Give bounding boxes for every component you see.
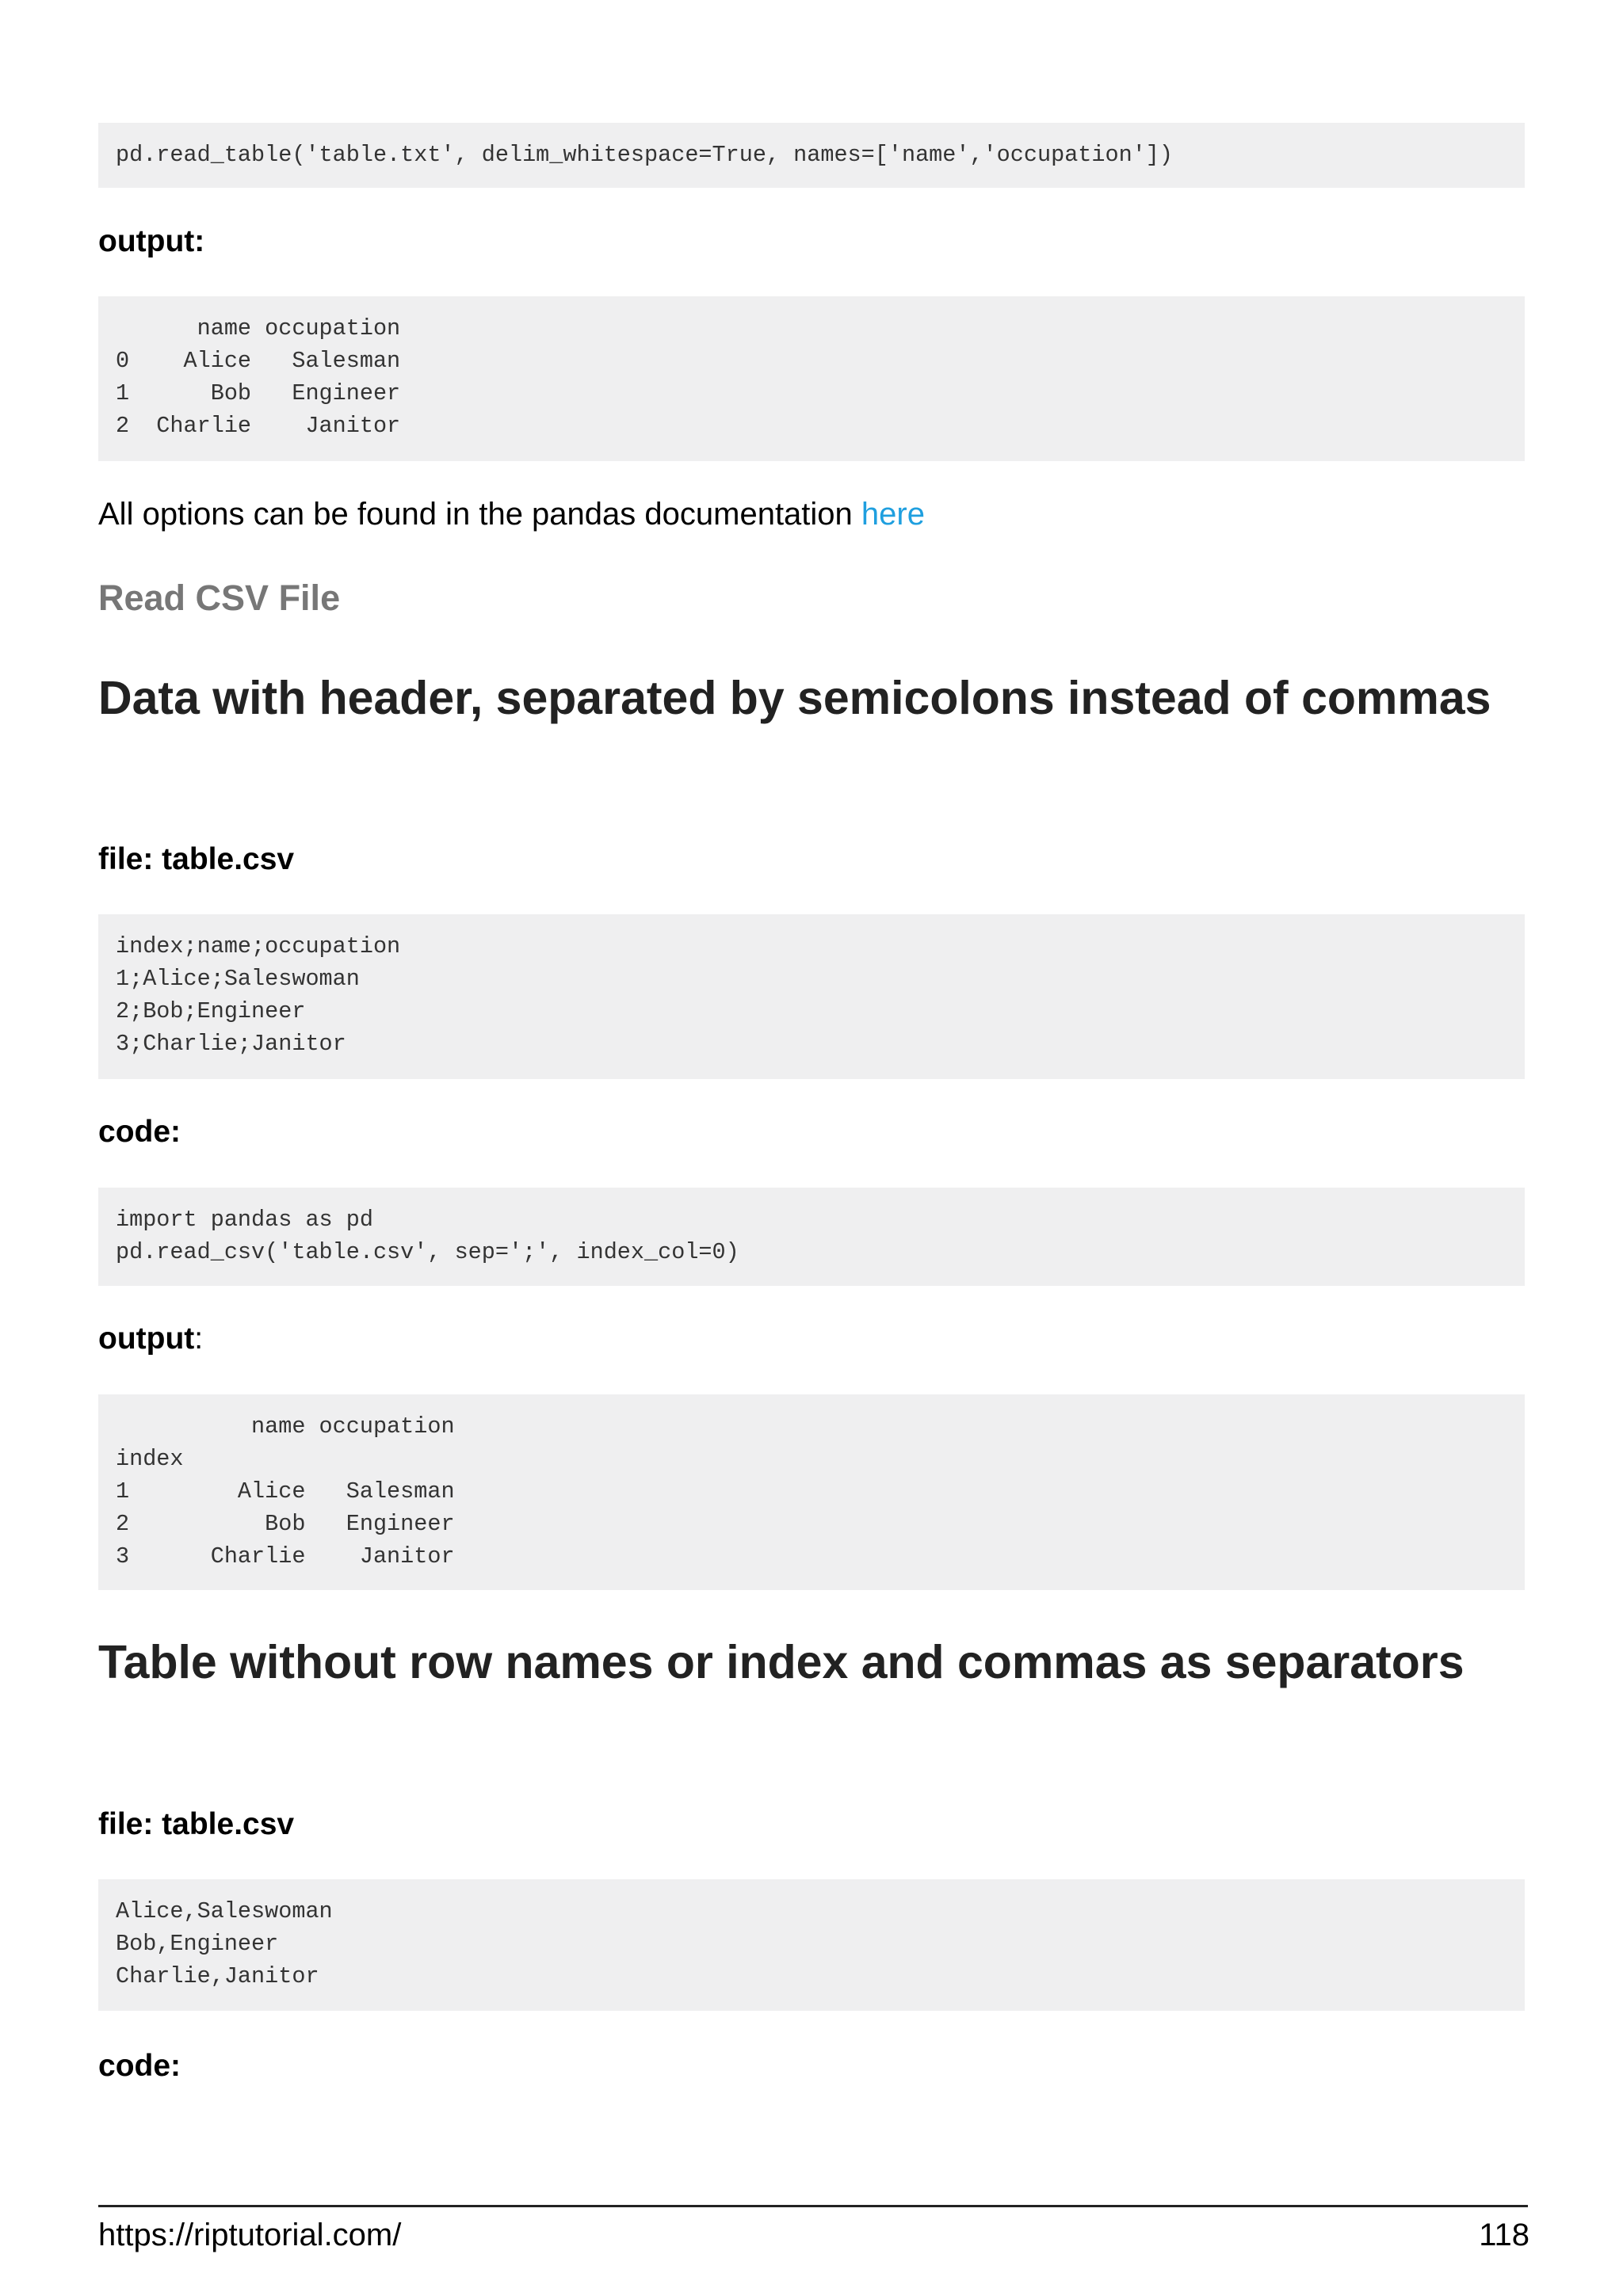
options-text: All options can be found in the pandas documentation	[98, 497, 861, 532]
code-line: 0 Alice Salesman	[116, 348, 401, 374]
output-label	[98, 1321, 203, 1357]
code-line: index	[116, 1446, 184, 1472]
footer-divider	[98, 2205, 1528, 2207]
output-code-block	[98, 1394, 1525, 1590]
code-line: Bob,Engineer	[116, 1931, 279, 1957]
code-line: 3 Charlie Janitor	[116, 1543, 455, 1569]
file-code-block	[98, 914, 1525, 1079]
code-line: 1;Alice;Saleswoman	[116, 966, 360, 992]
file-label: file: table.csv	[98, 1807, 295, 1841]
code-line: index;name;occupation	[116, 933, 401, 959]
code-line: 2 Charlie Janitor	[116, 413, 401, 439]
code-line: Charlie,Janitor	[116, 1963, 319, 1989]
footer-url: https://riptutorial.com/	[98, 2218, 402, 2252]
options-paragraph	[98, 495, 925, 533]
code-label: code:	[98, 2049, 181, 2083]
code-line: 3;Charlie;Janitor	[116, 1031, 346, 1057]
code-line: pd.read_csv('table.csv', sep=';', index_col=0)	[116, 1239, 739, 1265]
code-line: pd.read_table('table.txt', delim_whitespace=True, names=['name','occupation'])	[116, 142, 1174, 168]
code-line: import pandas as pd	[116, 1207, 373, 1233]
output-label-colon: :	[194, 1322, 204, 1356]
file-code-block	[98, 1879, 1525, 2011]
code-line: 1 Alice Salesman	[116, 1478, 455, 1505]
file-label: file: table.csv	[98, 842, 295, 876]
section-title: Read CSV File	[98, 578, 341, 618]
output-label-text: output	[98, 1322, 195, 1356]
code-line: name occupation	[116, 315, 401, 341]
page-number: 118	[1479, 2218, 1529, 2252]
code-line: name occupation	[116, 1413, 455, 1440]
heading-semicolon-data: Data with header, separated by semicolons instead of commas	[98, 672, 1491, 724]
output-label: output:	[98, 224, 205, 258]
code-line: Alice,Saleswoman	[116, 1898, 333, 1924]
code-line: 2;Bob;Engineer	[116, 998, 306, 1024]
code-block	[98, 1188, 1525, 1286]
code-line: 1 Bob Engineer	[116, 380, 401, 406]
pandas-docs-link[interactable]: here	[861, 497, 925, 532]
read-table-code-block	[98, 123, 1525, 188]
code-label: code:	[98, 1115, 181, 1149]
heading-no-index-data: Table without row names or index and commas as separators	[98, 1636, 1465, 1688]
output-code-block	[98, 296, 1525, 461]
code-line: 2 Bob Engineer	[116, 1511, 455, 1537]
